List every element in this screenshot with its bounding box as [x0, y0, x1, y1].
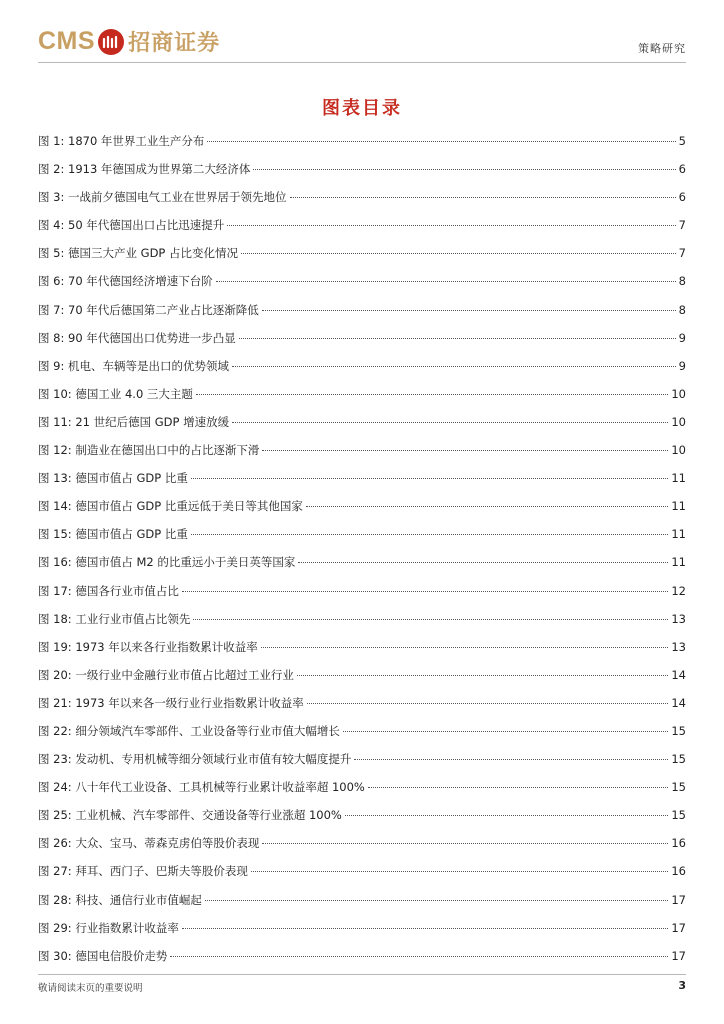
- logo-cn-text: 招商证券: [128, 31, 221, 56]
- toc-dot-leader: [232, 422, 668, 423]
- toc-dot-leader: [262, 310, 676, 311]
- toc-entry[interactable]: [38, 133, 686, 161]
- toc-entry-label: 图 17: 德国各行业市值占比: [38, 583, 179, 598]
- toc-dot-leader: [170, 956, 668, 957]
- toc-entry-page: 11: [671, 527, 686, 542]
- cms-emblem-glyph-icon: [102, 35, 120, 49]
- toc-dot-leader: [251, 871, 669, 872]
- toc-entry[interactable]: [38, 161, 686, 189]
- toc-dot-leader: [290, 197, 676, 198]
- toc-entry-page: 17: [671, 920, 686, 935]
- toc-entry-label: 图 18: 工业行业市值占比领先: [38, 611, 191, 626]
- toc-dot-leader: [241, 253, 676, 254]
- toc-entry-label: 图 6: 70 年代德国经济增速下台阶: [38, 274, 213, 289]
- toc-entry[interactable]: [38, 498, 686, 526]
- toc-entry-page: 8: [678, 274, 686, 289]
- toc-entry-label: 图 27: 拜耳、西门子、巴斯夫等股价表现: [38, 864, 248, 879]
- toc-entry[interactable]: [38, 920, 686, 948]
- toc-dot-leader: [354, 759, 668, 760]
- page-title: 图表目录: [322, 98, 402, 119]
- toc-entry-label: 图 16: 德国市值占 M2 的比重远小于美日英等国家: [38, 555, 296, 570]
- toc-entry-label: 图 30: 德国电信股价走势: [38, 948, 168, 963]
- toc-dot-leader: [307, 703, 669, 704]
- toc-entry-page: 9: [678, 358, 686, 373]
- toc-dot-leader: [193, 619, 668, 620]
- toc-entry[interactable]: [38, 330, 686, 358]
- toc-dot-leader: [298, 562, 668, 563]
- toc-dot-leader: [345, 815, 669, 816]
- toc-entry-label: 图 2: 1913 年德国成为世界第二大经济体: [38, 162, 251, 177]
- toc-entry-label: 图 20: 一级行业中金融行业市值占比超过工业行业: [38, 667, 294, 682]
- toc-entry-label: 图 25: 工业机械、汽车零部件、交通设备等行业涨超 100%: [38, 808, 342, 823]
- toc-entry-label: 图 29: 行业指数累计收益率: [38, 920, 179, 935]
- toc-entry[interactable]: [38, 386, 686, 414]
- toc-entry-page: 14: [671, 667, 686, 682]
- cms-emblem-icon: [98, 29, 124, 55]
- toc-entry[interactable]: [38, 948, 686, 976]
- header-divider: [38, 62, 686, 63]
- toc-entry-page: 9: [678, 330, 686, 345]
- toc-entry-page: 12: [671, 583, 686, 598]
- toc-entry[interactable]: [38, 863, 686, 891]
- toc-entry[interactable]: [38, 667, 686, 695]
- toc-entry-page: 16: [671, 864, 686, 879]
- toc-dot-leader: [343, 731, 669, 732]
- toc-entry-page: 11: [671, 471, 686, 486]
- toc-entry[interactable]: [38, 217, 686, 245]
- toc-entry-page: 6: [678, 162, 686, 177]
- toc-entry-label: 图 11: 21 世纪后德国 GDP 增速放缓: [38, 414, 230, 429]
- toc-entry[interactable]: [38, 245, 686, 273]
- toc-entry-page: 7: [678, 246, 686, 261]
- footer-note: 敬请阅读末页的重要说明: [38, 983, 143, 994]
- toc-entry[interactable]: [38, 273, 686, 301]
- page-header: [38, 22, 686, 62]
- toc-entry-page: 15: [671, 780, 686, 795]
- toc-dot-leader: [297, 675, 669, 676]
- toc-entry-page: 6: [678, 190, 686, 205]
- toc-dot-leader: [182, 928, 669, 929]
- toc-dot-leader: [253, 169, 675, 170]
- toc-entry[interactable]: [38, 470, 686, 498]
- toc-entry-label: 图 23: 发动机、专用机械等细分领域行业市值有较大幅度提升: [38, 752, 352, 767]
- toc-entry[interactable]: [38, 835, 686, 863]
- toc-entry[interactable]: [38, 358, 686, 386]
- toc-entry-label: 图 7: 70 年代后德国第二产业占比逐渐降低: [38, 302, 259, 317]
- toc-entry-page: 14: [671, 695, 686, 710]
- toc-entry-page: 7: [678, 218, 686, 233]
- toc-entry-label: 图 14: 德国市值占 GDP 比重远低于美日等其他国家: [38, 499, 303, 514]
- toc-dot-leader: [216, 281, 676, 282]
- toc-entry-page: 10: [671, 386, 686, 401]
- toc-dot-leader: [182, 591, 669, 592]
- toc-entry-label: 图 5: 德国三大产业 GDP 占比变化情况: [38, 246, 239, 261]
- toc-dot-leader: [196, 394, 668, 395]
- toc-dot-leader: [261, 647, 669, 648]
- toc-entry-label: 图 1: 1870 年世界工业生产分布: [38, 134, 205, 148]
- toc-entry-label: 图 8: 90 年代德国出口优势进一步凸显: [38, 330, 236, 345]
- toc-entry[interactable]: [38, 723, 686, 751]
- toc-entry-label: 图 24: 八十年代工业设备、工具机械等行业累计收益率超 100%: [38, 780, 365, 795]
- toc-dot-leader: [227, 225, 675, 226]
- logo-cms-text: CMS: [38, 27, 96, 55]
- department-label: 策略研究: [638, 42, 686, 55]
- toc-dot-leader: [262, 843, 668, 844]
- toc-entry-label: 图 21: 1973 年以来各一级行业行业指数累计收益率: [38, 695, 304, 710]
- toc-entry-label: 图 22: 细分领域汽车零部件、工业设备等行业市值大幅增长: [38, 723, 340, 738]
- toc-dot-leader: [207, 141, 675, 142]
- toc-dot-leader: [191, 478, 669, 479]
- toc-entry-page: 11: [671, 499, 686, 514]
- toc-entry[interactable]: [38, 779, 686, 807]
- toc-entry-page: 17: [671, 892, 686, 907]
- toc-entry[interactable]: [38, 583, 686, 611]
- toc-entry-label: 图 13: 德国市值占 GDP 比重: [38, 471, 188, 486]
- toc-entry-page: 15: [671, 808, 686, 823]
- toc-entry-label: 图 12: 制造业在德国出口中的占比逐渐下滑: [38, 443, 260, 458]
- toc-entry-page: 17: [671, 948, 686, 963]
- toc-entry[interactable]: [38, 189, 686, 217]
- toc-entry-label: 图 19: 1973 年以来各行业指数累计收益率: [38, 639, 258, 654]
- toc-entry[interactable]: [38, 892, 686, 920]
- toc-entry-page: 11: [671, 555, 686, 570]
- toc-entry-page: 16: [671, 836, 686, 851]
- toc-entry-label: 图 3: 一战前夕德国电气工业在世界居于领先地位: [38, 190, 287, 205]
- toc-entry[interactable]: [38, 639, 686, 667]
- toc-dot-leader: [239, 338, 676, 339]
- toc-dot-leader: [262, 450, 668, 451]
- table-of-figures: [38, 133, 686, 976]
- toc-dot-leader: [205, 900, 669, 901]
- toc-entry-page: 15: [671, 752, 686, 767]
- toc-entry-label: 图 9: 机电、车辆等是出口的优势领域: [38, 358, 230, 373]
- toc-entry-label: 图 26: 大众、宝马、蒂森克虏伯等股价表现: [38, 836, 260, 851]
- toc-entry-page: 15: [671, 723, 686, 738]
- toc-entry[interactable]: [38, 414, 686, 442]
- toc-dot-leader: [368, 787, 669, 788]
- toc-entry[interactable]: [38, 695, 686, 723]
- toc-entry[interactable]: [38, 807, 686, 835]
- cms-logo: [38, 26, 220, 57]
- toc-entry[interactable]: [38, 611, 686, 639]
- toc-entry-label: 图 4: 50 年代德国出口占比迅速提升: [38, 218, 225, 233]
- toc-entry[interactable]: [38, 442, 686, 470]
- toc-entry-page: 5: [678, 134, 686, 148]
- footer-divider: [38, 974, 686, 975]
- toc-entry-page: 10: [671, 414, 686, 429]
- toc-entry-page: 13: [671, 611, 686, 626]
- toc-entry-label: 图 15: 德国市值占 GDP 比重: [38, 527, 188, 542]
- toc-entry-page: 8: [678, 302, 686, 317]
- toc-entry[interactable]: [38, 554, 686, 582]
- toc-entry-label: 图 10: 德国工业 4.0 三大主题: [38, 386, 193, 401]
- toc-entry[interactable]: [38, 302, 686, 330]
- toc-entry-page: 10: [671, 443, 686, 458]
- toc-entry[interactable]: [38, 751, 686, 779]
- toc-entry[interactable]: [38, 526, 686, 554]
- toc-entry-page: 13: [671, 639, 686, 654]
- toc-dot-leader: [191, 534, 669, 535]
- page-number: 3: [678, 979, 686, 992]
- toc-entry-label: 图 28: 科技、通信行业市值崛起: [38, 892, 202, 907]
- toc-dot-leader: [306, 506, 669, 507]
- toc-dot-leader: [232, 366, 676, 367]
